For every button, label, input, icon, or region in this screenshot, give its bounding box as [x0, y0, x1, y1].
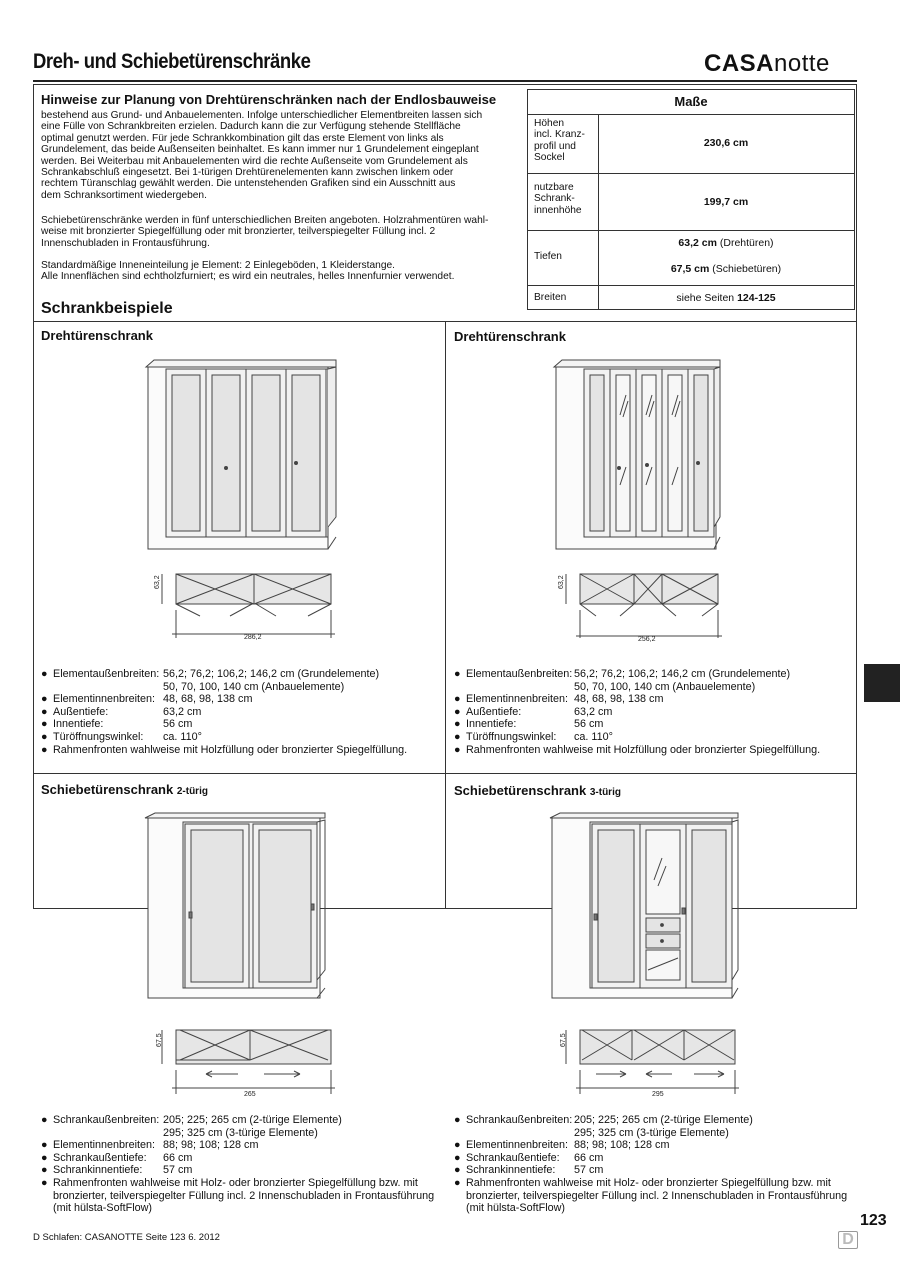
spec-item — [454, 668, 820, 681]
spec-value: ca. 110° — [163, 730, 202, 743]
intro-paragraph-3 — [41, 260, 511, 283]
spec-key — [53, 1127, 163, 1140]
bullet-icon: ● — [454, 743, 461, 756]
spec-item — [454, 1114, 847, 1127]
spec-value: 57 cm — [163, 1164, 193, 1177]
spec-list-drehtuer-b — [454, 668, 820, 756]
spec-text: (mit hülsta-SoftFlow) — [466, 1202, 565, 1215]
spec-key: Außentiefe: — [466, 705, 522, 718]
bullet-icon — [41, 1127, 53, 1140]
bullet-icon — [454, 681, 466, 694]
bullet-icon — [41, 681, 53, 694]
section-title-schiebe-3: Schiebetürenschrank 3-türig — [454, 783, 621, 798]
spec-key: Innentiefe: — [466, 718, 517, 731]
spec-list-schiebe-3 — [454, 1114, 847, 1215]
depth-label: 67,5 — [156, 1033, 163, 1047]
examples-title: Schrankbeispiele — [41, 300, 173, 317]
section-title-drehtuer-b: Drehtürenschrank — [454, 329, 566, 344]
spec-item — [454, 1127, 847, 1140]
measurement-row — [528, 285, 854, 309]
bullet-icon: ● — [454, 1114, 461, 1126]
text-line: innenhöhe — [534, 204, 582, 216]
spec-item — [454, 1177, 847, 1190]
text-line: Sockel — [534, 152, 565, 164]
spec-key: Elementinnenbreiten: — [466, 693, 569, 706]
spec-item — [454, 744, 820, 757]
row-value: 199,7 cm — [703, 196, 749, 208]
row-value: 63,2 cm (Drehtüren) — [678, 237, 774, 249]
spec-item — [454, 1152, 847, 1165]
spec-item — [454, 681, 820, 694]
text-line: dem Schranksortiment wiedergeben. — [41, 189, 207, 201]
bullet-icon: ● — [41, 718, 48, 731]
bullet-icon — [454, 1127, 466, 1140]
spec-value: 88; 98; 108; 128 cm — [574, 1139, 670, 1152]
spec-item — [454, 1202, 847, 1215]
spec-item — [41, 1127, 434, 1140]
spec-item — [41, 693, 407, 706]
spec-key: Türöffnungswinkel: — [53, 730, 144, 743]
spec-key: Schrankaußenbreiten: — [466, 1114, 573, 1126]
bullet-icon: ● — [454, 730, 461, 743]
row-label — [534, 118, 585, 164]
bullet-icon — [454, 1190, 466, 1203]
spec-key: Elementaußenbreiten: — [53, 668, 160, 680]
spec-key: Elementaußenbreiten: — [466, 668, 573, 680]
bullet-icon: ● — [454, 1164, 461, 1177]
spec-item — [41, 744, 407, 757]
section-title-schiebe-2: Schiebetürenschrank 2-türig — [41, 782, 208, 797]
text-line: weise mit bronzierter Spiegelfüllung oder mit bronzierter, teilverspiegelter Füllung incl. 2 — [41, 226, 436, 238]
spec-value: 48, 68, 98, 138 cm — [163, 693, 253, 706]
spec-text: Rahmenfronten wahlweise mit Holz- oder bronzierter Spiegelfüllung bzw. mit — [466, 1176, 831, 1189]
spec-item — [41, 1190, 434, 1203]
bullet-icon: ● — [41, 730, 48, 743]
spec-value: 50, 70, 100, 140 cm (Anbauelemente) — [574, 680, 756, 693]
text-line: werden. Bei Weiterbau mit Anbauelementen wird die rechte Außenseite vom Grundelement als — [41, 155, 468, 167]
logo-light: notte — [774, 50, 830, 77]
measurements-table — [527, 89, 855, 310]
spec-item — [454, 1164, 847, 1177]
spec-item — [41, 1152, 434, 1165]
text-line: Schrank- — [534, 193, 575, 205]
spec-key: Elementinnenbreiten: — [53, 1139, 156, 1152]
bullet-icon: ● — [41, 1176, 48, 1189]
spec-item — [41, 668, 407, 681]
spec-value: 295; 325 cm (3-türige Elemente) — [574, 1126, 729, 1139]
bullet-icon: ● — [454, 1151, 461, 1164]
spec-key: Schrankinnentiefe: — [466, 1164, 556, 1177]
spec-item — [454, 731, 820, 744]
wardrobe-drawing-drehtuer-b — [548, 355, 753, 555]
spec-key: Außentiefe: — [53, 705, 109, 718]
spec-value: 56 cm — [574, 718, 604, 731]
spec-value: 295; 325 cm (3-türige Elemente) — [163, 1126, 318, 1139]
spec-item — [41, 1139, 434, 1152]
spec-item — [454, 1139, 847, 1152]
bullet-icon — [41, 1202, 53, 1215]
text-line: Breiten — [534, 292, 567, 303]
spec-value: ca. 110° — [574, 730, 613, 743]
row-value: siehe Seiten 124-125 — [676, 292, 776, 304]
spec-item — [41, 681, 407, 694]
bullet-icon: ● — [41, 693, 48, 706]
spec-text: (mit hülsta-SoftFlow) — [53, 1202, 152, 1215]
width-label: 256,2 — [638, 636, 656, 643]
spec-value: 63,2 cm — [574, 705, 613, 718]
bullet-icon: ● — [41, 1164, 48, 1177]
row-label — [534, 292, 566, 303]
spec-key: Türöffnungswinkel: — [466, 730, 557, 743]
spec-item — [41, 1177, 434, 1190]
spec-text: Rahmenfronten wahlweise mit Holzfüllung oder bronzierter Spiegelfüllung. — [466, 743, 821, 756]
divider — [34, 773, 856, 774]
measurement-row — [528, 173, 854, 230]
spec-value: 57 cm — [574, 1164, 604, 1177]
spec-key — [466, 681, 574, 694]
wardrobe-drawing-schiebe-2 — [145, 812, 345, 1002]
text-line: optimal genutzt werden. Für jede Schrankkombination gilt das erste Element von links als — [41, 132, 444, 144]
bullet-icon: ● — [454, 1139, 461, 1152]
floorplan-drehtuer-a — [150, 566, 340, 646]
spec-text: bronzierter, teilverspiegelter Füllung incl. 2 Innenschubladen in Frontausführung — [466, 1189, 848, 1202]
text-line: Alle Innenflächen sind echtholzfurniert; es wird ein neutrales, helles Innenfurnier verwendet. — [41, 271, 455, 283]
text-line: Standardmäßige Inneneinteilung je Element: 2 Einlegeböden, 1 Kleiderstange. — [41, 260, 395, 271]
width-label: 265 — [244, 1091, 256, 1098]
bullet-icon: ● — [41, 668, 48, 680]
spec-list-drehtuer-a — [41, 668, 407, 756]
bullet-icon: ● — [454, 718, 461, 731]
spec-value: 56,2; 76,2; 106,2; 146,2 cm (Grundelemente) — [163, 668, 380, 680]
spec-item — [41, 731, 407, 744]
spec-item — [41, 706, 407, 719]
footer: D Schlafen: CASANOTTE Seite 123 6. 2012 — [33, 1232, 220, 1243]
measurements-title: Maße — [674, 94, 708, 109]
spec-item — [454, 718, 820, 731]
spec-item — [41, 1114, 434, 1127]
depth-label: 63,2 — [154, 575, 161, 589]
bullet-icon — [454, 1202, 466, 1215]
bullet-icon: ● — [41, 1139, 48, 1152]
spec-item — [41, 1164, 434, 1177]
row-label — [534, 182, 582, 216]
bullet-icon: ● — [41, 743, 48, 756]
section-letter-badge: D — [838, 1231, 858, 1249]
spec-item — [41, 718, 407, 731]
bullet-icon: ● — [41, 1114, 48, 1126]
section-tab-marker — [864, 664, 900, 702]
bullet-icon: ● — [41, 705, 48, 718]
spec-key: Schrankaußentiefe: — [53, 1151, 147, 1164]
floorplan-schiebe-3 — [554, 1022, 744, 1102]
floorplan-schiebe-2 — [150, 1022, 340, 1102]
text-line: rechtem Türanschlag gewählt werden. Die untenstehenden Grafiken sind ein Ausschnitt aus — [41, 178, 456, 190]
text-line: bestehend aus Grund- und Anbauelementen. Infolge unterschiedlicher Elementbreiten lassen sich — [41, 110, 483, 121]
spec-value: 50, 70, 100, 140 cm (Anbauelemente) — [163, 680, 345, 693]
spec-item — [454, 693, 820, 706]
spec-key: Elementinnenbreiten: — [466, 1139, 569, 1152]
spec-item — [454, 706, 820, 719]
spec-key: Elementinnenbreiten: — [53, 693, 156, 706]
spec-value: 63,2 cm — [163, 705, 202, 718]
spec-value: 66 cm — [574, 1151, 604, 1164]
spec-item — [41, 1202, 434, 1215]
spec-value: 205; 225; 265 cm (2-türige Elemente) — [574, 1114, 753, 1126]
text-line: Grundelement, das beide Außenseiten beinhaltet. Es kann immer nur 1 Grundelement eingeplant — [41, 144, 479, 156]
spec-list-schiebe-2 — [41, 1114, 434, 1215]
spec-text: Rahmenfronten wahlweise mit Holzfüllung oder bronzierter Spiegelfüllung. — [53, 743, 408, 756]
row-value: 230,6 cm — [703, 137, 749, 149]
text-line: profil und — [534, 140, 576, 152]
spec-value: 205; 225; 265 cm (2-türige Elemente) — [163, 1114, 342, 1126]
spec-key — [53, 681, 163, 694]
depth-label: 67,5 — [560, 1033, 567, 1047]
page-number: 123 — [860, 1212, 887, 1229]
logo-bold: CASA — [704, 50, 775, 77]
width-label: 295 — [652, 1091, 664, 1098]
text-line: Tiefen — [534, 251, 562, 262]
section-title-drehtuer-a: Drehtürenschrank — [41, 328, 153, 343]
spec-key: Schrankaußentiefe: — [466, 1151, 560, 1164]
spec-key: Schrankinnentiefe: — [53, 1164, 143, 1177]
bullet-icon: ● — [454, 693, 461, 706]
measurement-row — [528, 114, 854, 173]
width-label: 286,2 — [244, 634, 262, 641]
spec-text: bronzierter, teilverspiegelter Füllung incl. 2 Innenschubladen in Frontausführung — [53, 1189, 435, 1202]
intro-title: Hinweise zur Planung von Drehtürenschränken nach der Endlosbauweise — [41, 92, 497, 107]
spec-item — [454, 1190, 847, 1203]
floorplan-drehtuer-b — [556, 566, 746, 646]
header-rule — [33, 80, 857, 82]
divider — [445, 321, 446, 908]
spec-text: Rahmenfronten wahlweise mit Holz- oder bronzierter Spiegelfüllung bzw. mit — [53, 1176, 418, 1189]
spec-value: 56,2; 76,2; 106,2; 146,2 cm (Grundelemente) — [574, 668, 791, 680]
text-line: incl. Kranz- — [534, 129, 585, 141]
row-label — [534, 251, 562, 262]
text-line: Innenschubladen in Frontausführung. — [41, 237, 210, 249]
text-line: eine Fülle von Schrankbreiten erzielen. Dadurch kann die zur Verfügung stehende Stellfläche — [41, 121, 461, 133]
wardrobe-drawing-drehtuer-a — [140, 355, 345, 555]
spec-value: 66 cm — [163, 1151, 193, 1164]
text-line: Höhen — [534, 118, 565, 129]
depth-label: 63,2 — [558, 575, 565, 589]
spec-key: Innentiefe: — [53, 718, 104, 731]
page-title: Dreh- und Schiebetürenschränke — [33, 50, 311, 73]
spec-key: Schrankaußenbreiten: — [53, 1114, 160, 1126]
bullet-icon: ● — [454, 1176, 461, 1189]
text-line: nutzbare — [534, 182, 574, 193]
spec-key — [466, 1127, 574, 1140]
row-value: 67,5 cm (Schiebetüren) — [670, 263, 782, 275]
spec-value: 56 cm — [163, 718, 193, 731]
measurement-row — [528, 230, 854, 285]
text-line: Schiebetürenschränke werden in fünf unterschiedlichen Breiten angeboten. Holzrahmentüren wahl- — [41, 215, 489, 226]
bullet-icon: ● — [454, 668, 461, 680]
wardrobe-drawing-schiebe-3 — [548, 810, 748, 1000]
bullet-icon — [41, 1190, 53, 1203]
intro-paragraph-1 — [41, 110, 511, 201]
spec-value: 88; 98; 108; 128 cm — [163, 1139, 259, 1152]
bullet-icon: ● — [41, 1151, 48, 1164]
text-line: Schrankabschluß eingesetzt. Bei 1-türigen Drehtürenelementen kann zwischen linkem oder — [41, 167, 454, 179]
bullet-icon: ● — [454, 705, 461, 718]
spec-value: 48, 68, 98, 138 cm — [574, 693, 664, 706]
intro-paragraph-2 — [41, 215, 511, 249]
brand-logo — [704, 50, 830, 78]
